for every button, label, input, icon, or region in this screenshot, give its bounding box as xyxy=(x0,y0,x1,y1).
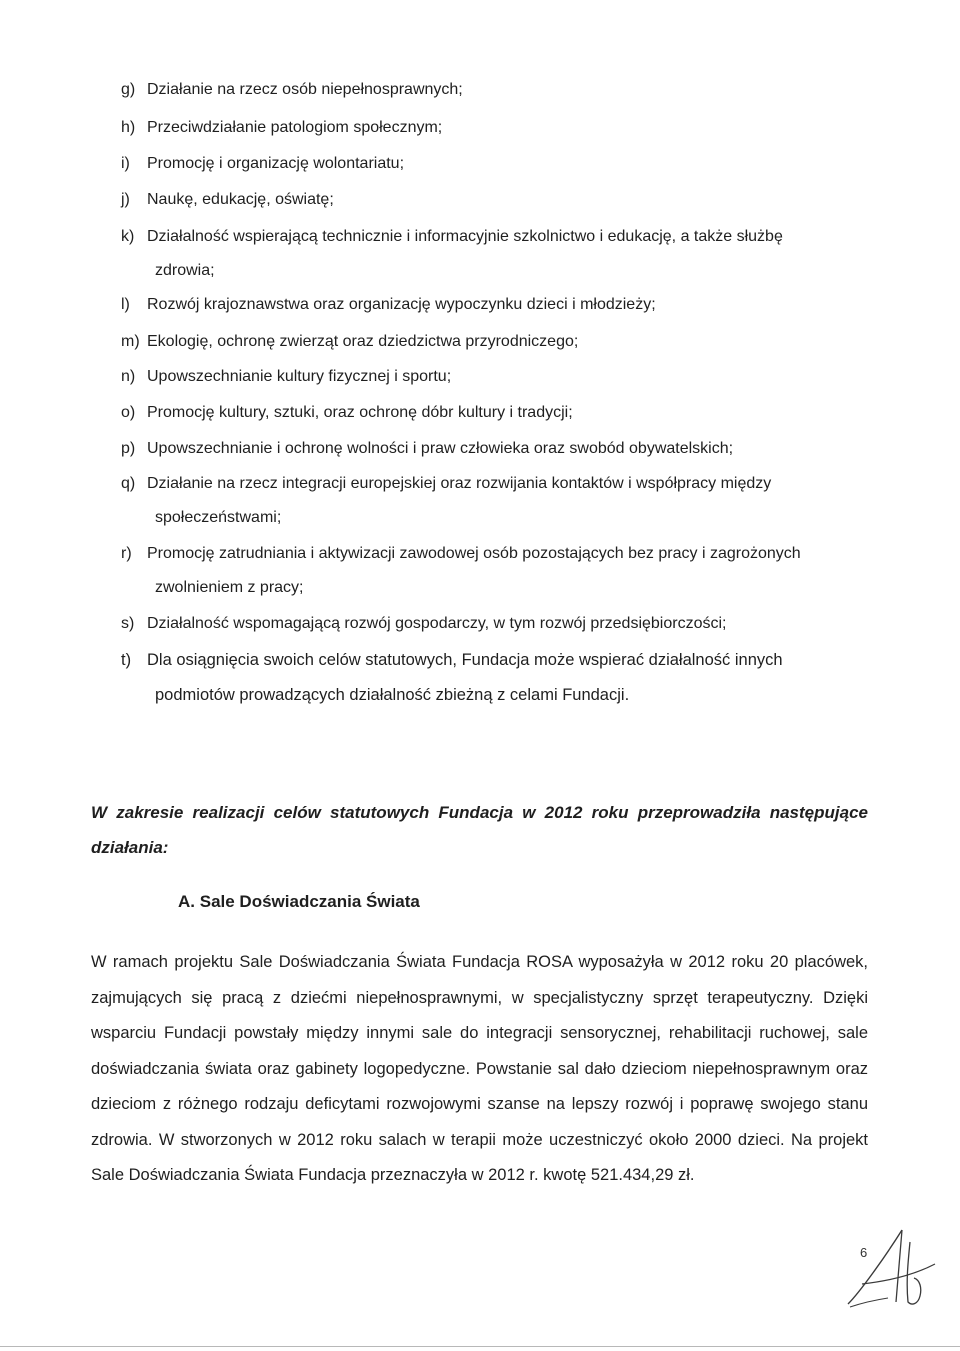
list-item xyxy=(121,73,881,107)
list-text-continuation: zwolnieniem z pracy; xyxy=(155,579,304,596)
list-marker: r) xyxy=(121,545,132,562)
list-item xyxy=(121,432,881,466)
list-item xyxy=(121,643,881,713)
list-item xyxy=(121,111,881,145)
list-marker: j) xyxy=(121,191,130,208)
list-text: Działanie na rzecz osób niepełnosprawnych; xyxy=(147,81,463,98)
list-text: Działanie na rzecz integracji europejskiej oraz rozwijania kontaktów i współpracy między xyxy=(147,475,772,492)
list-marker: n) xyxy=(121,368,136,385)
signature-initials xyxy=(840,1222,940,1312)
list-text: Ekologię, ochronę zwierząt oraz dziedzictwa przyrodniczego; xyxy=(147,333,579,350)
list-item xyxy=(121,288,881,322)
section-title-text: Sale Doświadczania Świata xyxy=(199,892,420,911)
page-bottom-border xyxy=(0,1346,960,1347)
activities-heading: W zakresie realizacji celów statutowych Fundacja w 2012 roku przeprowadziła następujące działania: xyxy=(91,803,868,857)
list-text: Działalność wspierającą technicznie i informacyjnie szkolnictwo i edukację, a także służbę xyxy=(147,228,783,245)
list-text: Działalność wspomagającą rozwój gospodarczy, w tym rozwój przedsiębiorczości; xyxy=(147,615,727,632)
list-item xyxy=(121,467,881,535)
list-text-continuation: zdrowia; xyxy=(155,262,215,279)
list-text: Promocję kultury, sztuki, oraz ochronę dóbr kultury i tradycji; xyxy=(147,404,573,421)
list-item xyxy=(121,147,881,181)
list-text-continuation: podmiotów prowadzących działalność zbieżną z celami Fundacji. xyxy=(155,686,630,704)
list-text: Upowszechnianie kultury fizycznej i sportu; xyxy=(147,368,452,385)
section-title xyxy=(178,888,420,916)
body-paragraph: W ramach projektu Sale Doświadczania Świata Fundacja ROSA wyposażyła w 2012 roku 20 placówek, zajmujących się pracą z dziećmi niepełnosprawnymi, w specjalistyczny sprzęt terapeutyczny. Dzięki wsparciu Fundacji powstały między innymi sale do integracji sensorycznej, rehabilitacji ruchowej, sale doświadczania świata oraz gabinety logopedyczne. Powstanie sal dało dzieciom niepełnosprawnym oraz dzieciom z różnego rodzaju deficytami rozwojowymi szanse na lepszy rozwój i poprawę swojego stanu zdrowia. W stworzonych w 2012 roku salach w terapii może uczestniczyć około 2000 dzieci. Na projekt Sale Doświadczania Świata Fundacja przeznaczyła w 2012 r. kwotę 521.434,29 zł. xyxy=(91,953,868,1184)
list-marker: p) xyxy=(121,440,136,457)
list-marker: o) xyxy=(121,404,136,421)
list-marker: q) xyxy=(121,475,136,492)
list-marker: m) xyxy=(121,333,140,350)
list-item xyxy=(121,360,881,394)
list-text: Dla osiągnięcia swoich celów statutowych, Fundacja może wspierać działalność innych xyxy=(147,651,783,669)
list-item xyxy=(121,396,881,430)
list-item xyxy=(121,183,881,217)
list-item xyxy=(121,607,881,641)
list-marker: i) xyxy=(121,155,130,172)
list-marker: s) xyxy=(121,615,135,632)
list-marker: k) xyxy=(121,228,135,245)
list-marker: h) xyxy=(121,119,136,136)
list-text: Promocję i organizację wolontariatu; xyxy=(147,155,405,172)
list-item xyxy=(121,537,881,605)
list-marker: t) xyxy=(121,651,132,669)
section-label: A. xyxy=(178,892,195,911)
page-number: 6 xyxy=(860,1245,868,1260)
list-text: Promocję zatrudniania i aktywizacji zawodowej osób pozostających bez pracy i zagrożonych xyxy=(147,545,801,562)
list-item xyxy=(121,325,881,359)
list-item xyxy=(121,220,881,288)
list-text: Przeciwdziałanie patologiom społecznym; xyxy=(147,119,443,136)
list-text: Rozwój krajoznawstwa oraz organizację wypoczynku dzieci i młodzieży; xyxy=(147,296,656,313)
list-marker: g) xyxy=(121,81,136,98)
list-text: Naukę, edukację, oświatę; xyxy=(147,191,334,208)
list-marker: l) xyxy=(121,296,130,313)
list-text-continuation: społeczeństwami; xyxy=(155,509,282,526)
list-text: Upowszechnianie i ochronę wolności i praw człowieka oraz swobód obywatelskich; xyxy=(147,440,734,457)
